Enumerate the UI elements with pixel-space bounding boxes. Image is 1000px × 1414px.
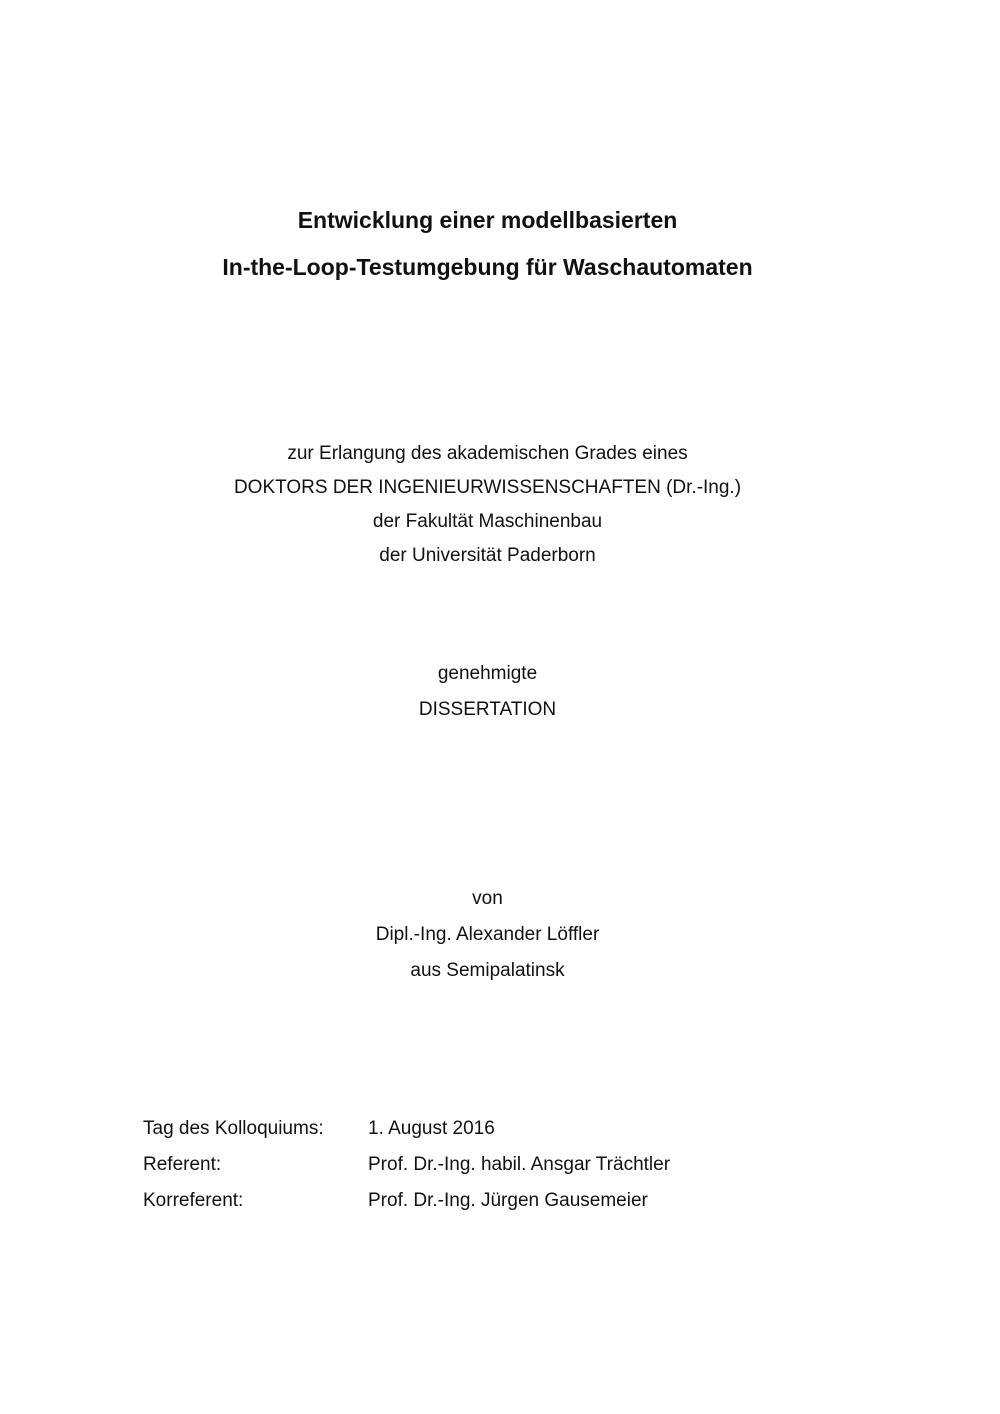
referent-label: Referent:: [143, 1154, 222, 1175]
referent-value: Prof. Dr.-Ing. habil. Ansgar Trächtler: [368, 1154, 671, 1175]
meta-row-colloquium-date: [143, 1111, 670, 1147]
meta-row-korreferent: [143, 1183, 670, 1219]
degree-line-3: der Fakultät Maschinenbau: [372, 511, 603, 532]
korreferent-label: Korreferent:: [143, 1190, 244, 1211]
author-origin: aus Semipalatinsk: [410, 960, 565, 981]
degree-line-1: zur Erlangung des akademischen Grades eines: [287, 443, 688, 464]
dissertation-heading: DISSERTATION: [418, 699, 557, 720]
meta-row-referent: [143, 1147, 670, 1183]
korreferent-value: Prof. Dr.-Ing. Jürgen Gausemeier: [368, 1190, 648, 1211]
colloquium-details: [143, 1111, 670, 1219]
dissertation-label: [0, 656, 975, 728]
degree-statement: [0, 437, 975, 573]
thesis-title-line-2: In-the-Loop-Testumgebung für Waschautomaten: [222, 254, 753, 280]
author-by: von: [472, 888, 503, 909]
approved-label: genehmigte: [437, 663, 538, 684]
author-block: [0, 881, 975, 989]
thesis-title-line-1: Entwicklung einer modellbasierten: [297, 207, 678, 233]
colloquium-date-value: 1. August 2016: [368, 1118, 495, 1139]
colloquium-date-label: Tag des Kolloquiums:: [143, 1118, 324, 1139]
degree-line-2: DOKTORS DER INGENIEURWISSENSCHAFTEN (Dr.-Ing.): [233, 477, 742, 498]
degree-line-4: der Universität Paderborn: [379, 545, 596, 566]
thesis-title: [0, 197, 975, 291]
author-name: Dipl.-Ing. Alexander Löffler: [375, 924, 600, 945]
